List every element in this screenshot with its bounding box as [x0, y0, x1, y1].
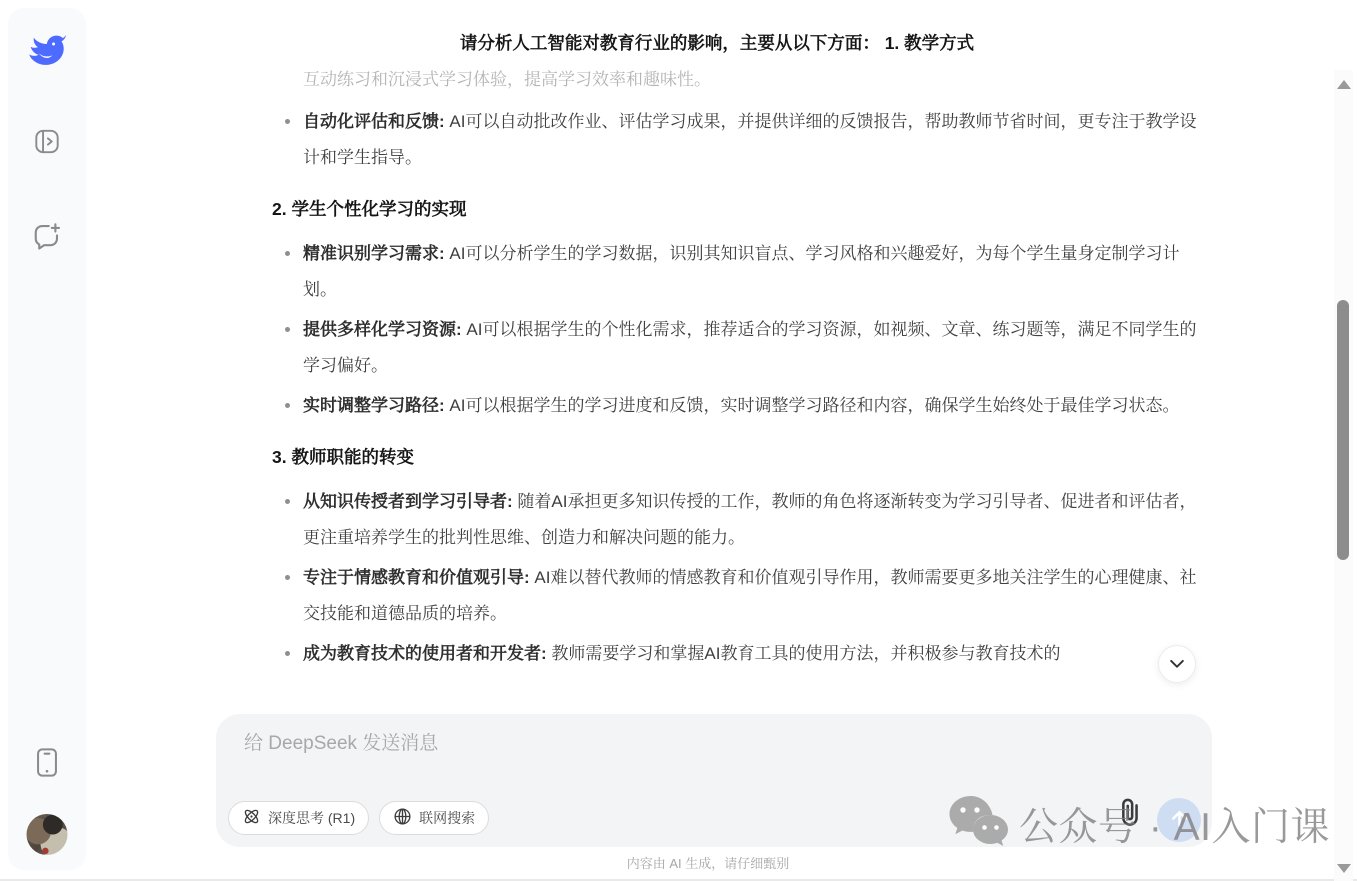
message-input[interactable] — [244, 728, 1044, 770]
mobile-app-button[interactable] — [34, 747, 60, 781]
sidebar-toggle-button[interactable] — [34, 128, 61, 158]
list-item: 精准识别学习需求: AI可以分析学生的学习数据，识别其知识盲点、学习风格和兴趣爱好，为每个学生量身定制学习计划。 — [272, 236, 1198, 308]
ai-disclaimer: 内容由 AI 生成，请仔细甄别 — [626, 856, 790, 871]
user-avatar — [27, 814, 68, 855]
deepseek-logo-button[interactable] — [26, 32, 68, 72]
attach-file-button[interactable] — [1114, 796, 1146, 832]
sidebar — [8, 8, 86, 870]
scrollbar-up-arrow[interactable] — [1337, 80, 1351, 89]
list-item: 成为教育技术的使用者和开发者: 教师需要学习和掌握AI教育工具的使用方法，并积极参与教育技术的 — [272, 636, 1198, 672]
watermark-text: 公众号 · AI入门课 — [1019, 805, 1331, 849]
scrollbar-down-arrow[interactable] — [1337, 864, 1351, 873]
list-item: 自动化评估和反馈: AI可以自动批改作业、评估学习成果，并提供详细的反馈报告，帮助教师节省时间，更专注于教学设计和学生指导。 — [272, 104, 1198, 176]
scrollbar-thumb[interactable] — [1337, 300, 1349, 560]
chevron-down-icon — [1167, 653, 1187, 676]
web-search-label: 联网搜索 — [419, 810, 476, 826]
send-button[interactable] — [1157, 798, 1201, 842]
arrow-up-icon — [1168, 807, 1191, 833]
message-composer — [216, 714, 1212, 847]
list-item: 专注于情感教育和价值观引导: AI难以替代教师的情感教育和价值观引导作用，教师需要更多地关注学生的心理健康、社交技能和道德品质的培养。 — [272, 560, 1198, 632]
new-chat-icon — [32, 221, 62, 254]
scroll-to-bottom-button[interactable] — [1158, 645, 1196, 683]
list-item: 提供多样化学习资源: AI可以根据学生的个性化需求，推荐适合的学习资源，如视频、文章、练习题等，满足不同学生的学习偏好。 — [272, 312, 1198, 384]
footer-bar — [86, 847, 1330, 878]
new-chat-button[interactable] — [32, 221, 62, 254]
section-heading-3: 3. 教师职能的转变 — [272, 447, 414, 467]
paperclip-icon — [1117, 796, 1144, 832]
atom-icon — [242, 807, 261, 829]
list-item: 实时调整学习路径: AI可以根据学生的学习进度和反馈，实时调整学习路径和内容，确保学生始终处于最佳学习状态。 — [272, 388, 1198, 424]
scrollbar[interactable] — [1334, 70, 1353, 881]
globe-icon — [393, 807, 412, 829]
web-search-toggle[interactable] — [379, 801, 489, 835]
deep-think-toggle[interactable] — [228, 801, 369, 835]
bullet-list-intro — [272, 104, 1198, 176]
chat-content — [272, 30, 1198, 676]
sidebar-toggle-icon — [34, 128, 61, 158]
user-avatar-button[interactable] — [27, 814, 68, 855]
user-question-title: 请分析人工智能对教育行业的影响，主要从以下方面： 1. 教学方式 — [459, 33, 975, 53]
section-heading-2: 2. 学生个性化学习的实现 — [272, 199, 467, 219]
bullet-list-section-2 — [272, 236, 1198, 424]
list-item: 从知识传授者到学习引导者: 随着AI承担更多知识传授的工作，教师的角色将逐渐转变为学习引导者、促进者和评估者，更注重培养学生的批判性思维、创造力和解决问题的能力。 — [272, 484, 1198, 556]
deep-think-label: 深度思考 (R1) — [268, 810, 356, 826]
bullet-list-section-3 — [272, 484, 1198, 672]
smartphone-icon — [34, 747, 60, 781]
clipped-paragraph-tail: 互动练习和沉浸式学习体验，提高学习效率和趣味性。 — [303, 70, 711, 89]
deepseek-whale-icon — [26, 32, 68, 72]
composer-toggles — [228, 801, 489, 835]
